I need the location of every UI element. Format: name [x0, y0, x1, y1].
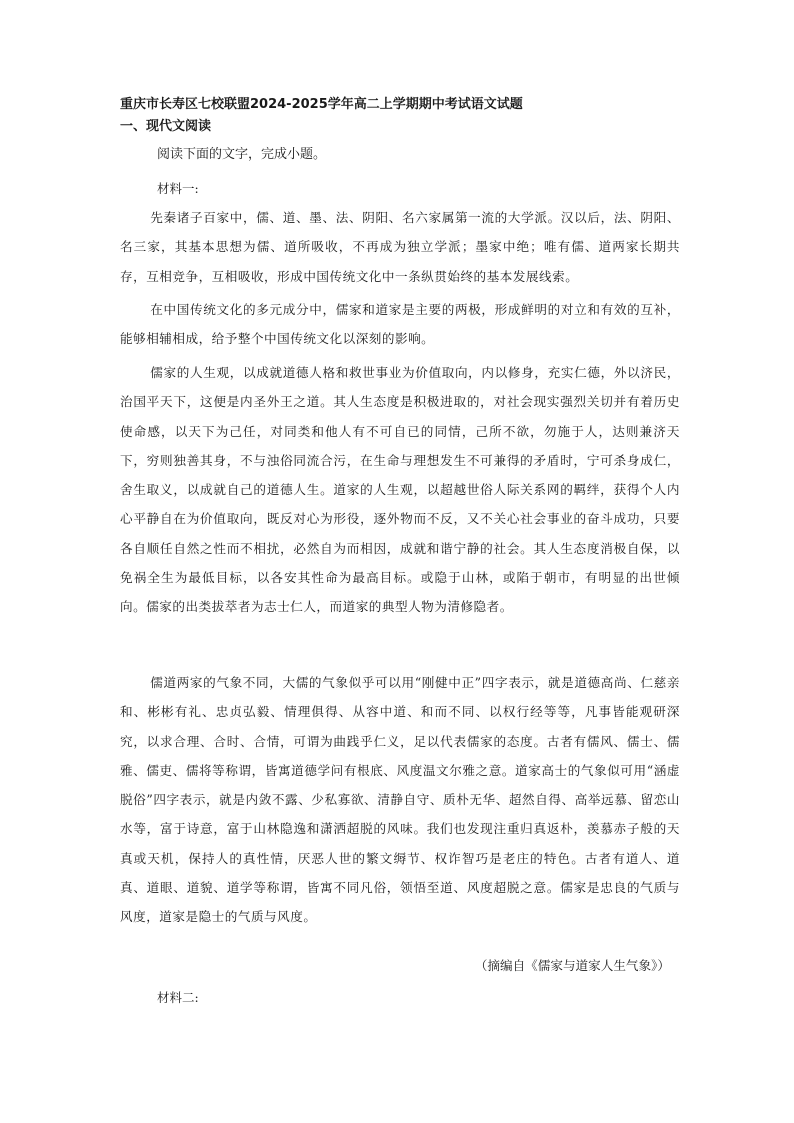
- paragraph-4: 儒道两家的气象不同，大儒的气象似乎可以用“刚健中正”四字表示，就是道德高尚、仁慈亲和、彬彬有礼、忠贞弘毅、情理俱得、从容中道、和而不同、以权行经等等，凡事皆能观研深究，以求合理、合时、合情，可谓为曲践乎仁义，足以代表儒家的态度。古者有儒风、儒士、儒雅、儒吏、儒将等称谓，皆寓道德学问有根底、风度温文尔雅之意。道家高士的气象似可用“涵虚脱俗”四字表示，就是内敛不露、少私寡欲、清静自守、质朴无华、超然自得、高举远慕、留恋山水等，富于诗意，富于山林隐逸和潇洒超脱的风味。我们也发现注重归真返朴，羡慕赤子般的天真或天机，保持人的真性情，厌恶人世的繁文缛节、权诈智巧是老庄的特色。古者有道人、道真、道眼、道貌、道学等称谓，皆寓不同凡俗，领悟至道、风度超脱之意。儒家是忠良的气质与风度，道家是隐士的气质与风度。: [120, 675, 680, 925]
- paragraph-2: 在中国传统文化的多元成分中，儒家和道家是主要的两极，形成鲜明的对立和有效的互补，能够相辅相成，给予整个中国传统文化以深刻的影响。: [120, 302, 680, 347]
- material-one-label: 材料一:: [157, 181, 199, 196]
- section-heading: 一、现代文阅读: [120, 119, 212, 134]
- paragraph-1: 先秦诸子百家中，儒、道、墨、法、阴阳、名六家属第一流的大学派。汉以后，法、阴阳、名三家，其基本思想为儒、道所吸收，不再成为独立学派；墨家中绝；唯有儒、道两家长期共存，互相竞争，互相吸收，形成中国传统文化中一条纵贯始终的基本发展线索。: [120, 210, 680, 284]
- material-two-label: 材料二:: [157, 990, 199, 1005]
- paragraph-3: 儒家的人生观，以成就道德人格和救世事业为价值取向，内以修身，充实仁德，外以济民，治国平天下，这便是内圣外王之道。其人生态度是积极进取的，对社会现实强烈关切并有着历史使命感，以天下为己任，对同类和他人有不可自已的同情，己所不欲，勿施于人，达则兼济天下，穷则独善其身，不与浊俗同流合污，在生命与理想发生不可兼得的矛盾时，宁可杀身成仁，舍生取义，以成就自己的道德人生。道家的人生观，以超越世俗人际关系网的羁绊，获得个人内心平静自在为价值取向，既反对心为形役，逐外物而不反，又不关心社会事业的奋斗成功，只要各自顺任自然之性而不相扰，必然自为而相因，成就和谐宁静的社会。其人生态度消极自保，以免祸全生为最低目标，以各安其性命为最高目标。或隐于山林，或陷于朝市，有明显的出世倾向。儒家的出类拔萃者为志士仁人，而道家的典型人物为清修隐者。: [120, 365, 680, 615]
- exam-title: 重庆市长寿区七校联盟2024-2025学年高二上学期期中考试语文试题: [120, 97, 523, 112]
- source-citation: （摘编自《儒家与道家人生气象》）: [474, 958, 670, 973]
- reading-instruction: 阅读下面的文字，完成小题。: [157, 147, 327, 162]
